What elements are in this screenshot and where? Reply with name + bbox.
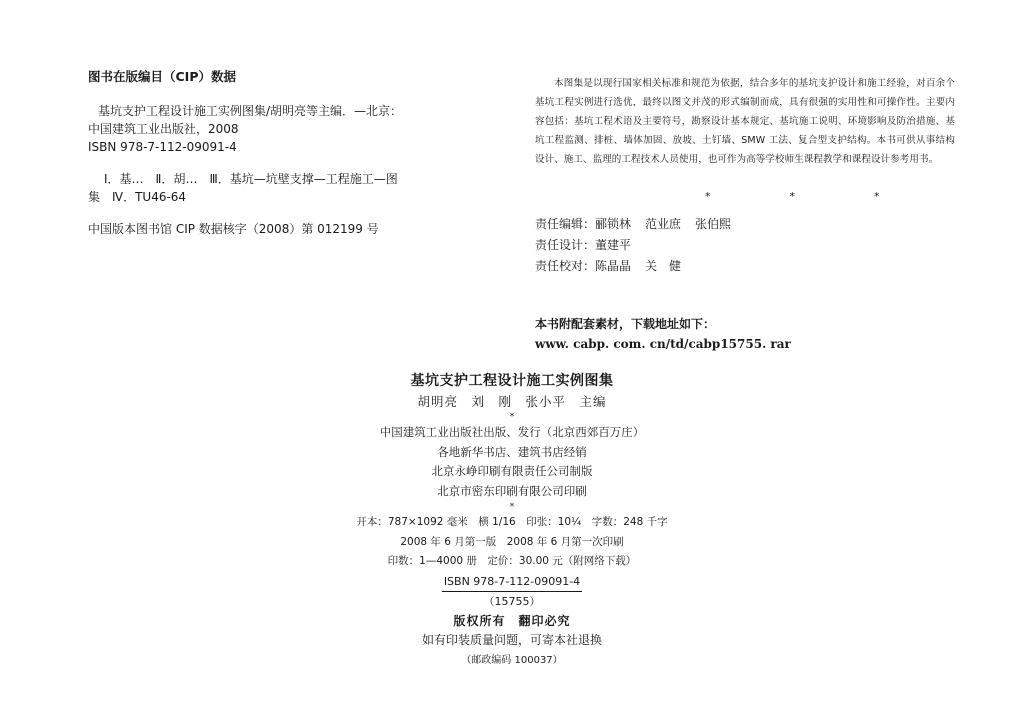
book-editors: 胡明亮 刘 刚 张小平 主编 — [417, 393, 607, 409]
designer-label: 责任设计： — [535, 238, 596, 252]
rights-notice: 版权所有 翻印必究 — [453, 613, 571, 628]
staff-credits — [535, 214, 745, 277]
download-info — [535, 314, 791, 354]
typesetter-line: 北京永峥印刷有限责任公司制版 — [431, 464, 593, 478]
printer-line: 北京市密东印刷有限公司印刷 — [437, 483, 587, 498]
proofreader-row — [535, 256, 745, 277]
editor-name: 张伯熙 — [695, 217, 732, 231]
print-run-price: 印数：1—4000 册 定价：30.00 元（附网络下载） — [387, 555, 637, 567]
cip-block — [88, 68, 448, 238]
imprint-block — [300, 372, 724, 670]
download-text: 本书附配套素材，下载地址如下： — [535, 317, 716, 331]
proofreader-label: 责任校对： — [535, 259, 596, 273]
book-title: 基坑支护工程设计施工实例图集 — [410, 373, 614, 389]
separator-star: * — [509, 412, 515, 422]
cip-isbn: ISBN 978-7-112-09091-4 — [88, 140, 237, 154]
publisher-line: 中国建筑工业出版社出版、发行（北京西郊百万庄） — [379, 425, 645, 439]
cip-classification-line-1: Ⅰ．基… Ⅱ．胡… Ⅲ．基坑—坑壁支撑—工程施工—图 — [104, 172, 398, 186]
cip-title-line-2: 中国建筑工业出版社，2008 — [88, 122, 239, 136]
editor-row — [535, 214, 745, 235]
content-summary — [535, 74, 955, 169]
proofreader-name: 关 健 — [645, 259, 682, 273]
distributor-line: 各地新华书店、建筑书店经销 — [437, 444, 587, 459]
summary-paragraph: 本图集是以现行国家相关标准和规范为依据，结合多年的基坑支护设计和施工经验，对百余个基坑工程实例进行选优，最终以图文并茂的形式编制而成，具有很强的实用性和可操作性。主要内容包括：基坑工程术语及主要符号，勘察设计基本规定、基坑施工说明、环境影响及防治措施、基坑工程监测、排桩、墙体加固、放坡、土钉墙、SMW 工法、复合型支护结构。本书可供从事结构设计、施工、监理的工程技术人员使用，也可作为高等学校师生课程教学和课程设计参考用书。 — [535, 78, 955, 165]
editor-label: 责任编辑： — [535, 217, 596, 231]
proofreader-name: 陈晶晶 — [595, 259, 632, 273]
postcode: （邮政编码 100037） — [461, 654, 563, 666]
edition-line: 2008 年 6 月第一版 2008 年 6 月第一次印刷 — [400, 535, 624, 548]
editor-name: 范业庶 — [645, 217, 682, 231]
separator-star: * — [509, 502, 515, 512]
book-code: （15755） — [483, 595, 541, 608]
imprint-isbn: ISBN 978-7-112-09091-4 — [442, 572, 582, 593]
editor-name: 郦锁林 — [595, 217, 632, 231]
cip-catalog-number: 中国版本图书馆 CIP 数据核字（2008）第 012199 号 — [88, 222, 379, 236]
return-notice: 如有印装质量问题，可寄本社退换 — [421, 633, 602, 647]
designer-row — [535, 235, 745, 256]
designer-name: 董建平 — [595, 238, 632, 252]
cip-title-line-1: 基坑支护工程设计施工实例图集/胡明亮等主编．—北京： — [98, 104, 403, 118]
section-separator-stars: * * * — [705, 190, 914, 203]
download-url: www. cabp. com. cn/td/cabp15755. rar — [535, 337, 791, 351]
format-specs: 开本：787×1092 毫米 横 1/16 印张：10¼ 字数：248 千字 — [356, 516, 668, 528]
cip-classification-line-2: 集 Ⅳ．TU46-64 — [88, 190, 187, 204]
cip-heading: 图书在版编目（CIP）数据 — [88, 69, 236, 84]
